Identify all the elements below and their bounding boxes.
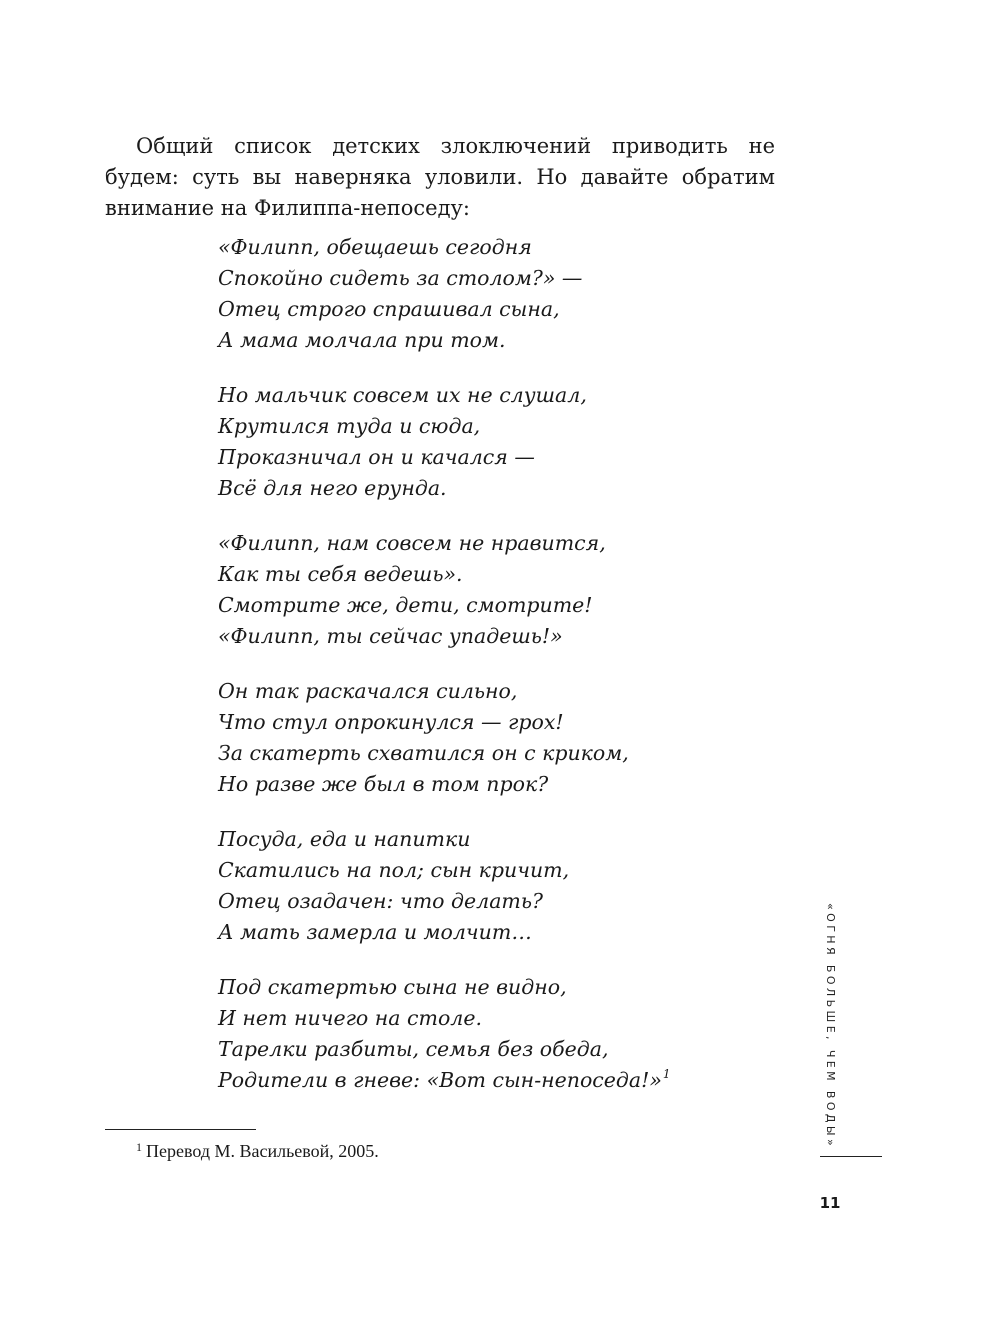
running-head: «ОГНЯ БОЛЬШЕ, ЧЕМ ВОДЫ» (824, 903, 837, 1150)
poem-line: Отец строго спрашивал сына, (218, 297, 560, 321)
poem-line: Но разве же был в том прок? (218, 772, 549, 796)
poem-line: А мама молчала при том. (218, 328, 506, 352)
poem-line: «Филипп, обещаешь сегодня (218, 235, 532, 259)
poem-line: Что стул опрокинулся — грох! (218, 710, 564, 734)
poem-stanza (218, 824, 778, 948)
poem (218, 232, 778, 1120)
poem-line: Как ты себя ведешь». (218, 562, 463, 586)
poem-line: Проказничал он и качался — (218, 445, 535, 469)
poem-line: Спокойно сидеть за столом?» — (218, 266, 583, 290)
poem-stanza (218, 528, 778, 652)
poem-line: Под скатертью сына не видно, (218, 975, 567, 999)
page-number: 11 (819, 1194, 841, 1212)
poem-line: Он так раскачался сильно, (218, 679, 518, 703)
poem-stanza (218, 972, 778, 1096)
poem-line: И нет ничего на столе. (218, 1006, 482, 1030)
running-head-rule (820, 1156, 882, 1157)
poem-line: Тарелки разбиты, семья без обеда, (218, 1037, 609, 1061)
poem-line: Но мальчик совсем их не слушал, (218, 383, 587, 407)
poem-line: Отец озадачен: что делать? (218, 889, 544, 913)
poem-line: Посуда, еда и напитки (218, 827, 471, 851)
poem-line: За скатерть схватился он с криком, (218, 741, 629, 765)
body-paragraph: Общий список детских злоключений приводить не будем: суть вы наверняка уловили. Но давайте обратим внимание на Филиппа-непоседу: (105, 134, 775, 220)
poem-line: А мать замерла и молчит… (218, 920, 532, 944)
poem-line: Всё для него ерунда. (218, 476, 447, 500)
poem-line: Крутился туда и сюда, (218, 414, 481, 438)
footnote-text: Перевод М. Васильевой, 2005. (146, 1141, 379, 1161)
poem-line: «Филипп, нам совсем не нравится, (218, 531, 606, 555)
footnote-reference[interactable]: 1 (662, 1067, 671, 1081)
footnote-number: 1 (136, 1140, 142, 1154)
poem-line-last (218, 1065, 778, 1096)
poem-stanza (218, 676, 778, 800)
poem-stanza (218, 232, 778, 356)
poem-stanza (218, 380, 778, 504)
poem-line: Скатились на пол; сын кричит, (218, 858, 570, 882)
poem-line-text: Родители в гневе: «Вот сын-непоседа!» (218, 1068, 662, 1092)
poem-line: Смотрите же, дети, смотрите! (218, 593, 593, 617)
poem-line: «Филипп, ты сейчас упадешь!» (218, 624, 563, 648)
footnote (105, 1139, 705, 1163)
footnote-separator (105, 1129, 256, 1130)
